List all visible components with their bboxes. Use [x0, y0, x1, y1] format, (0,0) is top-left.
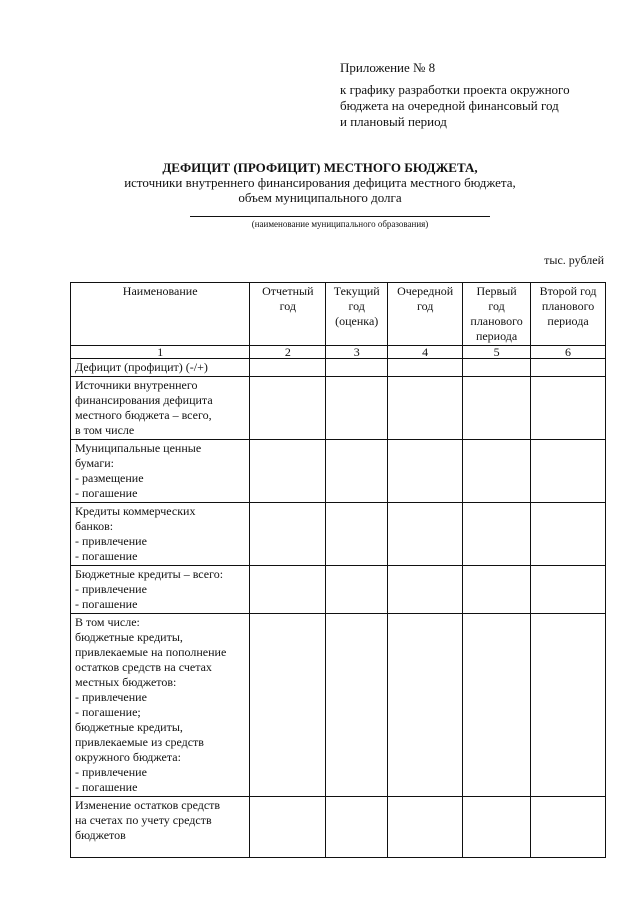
value-cell [388, 440, 463, 503]
value-cell [531, 797, 606, 858]
value-cell [250, 797, 326, 858]
header-cell: Отчетный год [250, 283, 326, 346]
column-number: 5 [463, 346, 531, 359]
value-cell [326, 566, 388, 614]
value-cell [250, 359, 326, 377]
value-cell [463, 566, 531, 614]
value-cell [463, 614, 531, 797]
value-cell [531, 503, 606, 566]
value-cell [388, 503, 463, 566]
table-row [71, 377, 606, 440]
title-sub: источники внутреннего финансирования дефицита местного бюджета, [124, 175, 516, 190]
value-cell [250, 377, 326, 440]
value-cell [531, 377, 606, 440]
header-row [71, 283, 606, 346]
header-cell: Первый год планового периода [463, 283, 531, 346]
value-cell [531, 440, 606, 503]
value-cell [250, 566, 326, 614]
row-name: Изменение остатков средств на счетах по учету средств бюджетов [71, 797, 250, 858]
value-cell [463, 503, 531, 566]
appendix-line: и плановый период [340, 114, 447, 129]
value-cell [250, 614, 326, 797]
value-cell [326, 377, 388, 440]
value-cell [388, 614, 463, 797]
table-row [71, 566, 606, 614]
table-row [71, 614, 606, 797]
title-main: ДЕФИЦИТ (ПРОФИЦИТ) МЕСТНОГО БЮДЖЕТА, [162, 160, 478, 175]
value-cell [388, 359, 463, 377]
value-cell [250, 503, 326, 566]
value-cell [463, 377, 531, 440]
row-name: В том числе: бюджетные кредиты, привлекаемые на пополнение остатков средств на счетах местных бюджетов: - привлечение - погашение; бюджетные кредиты, привлекаемые из средств окружного бюджета: - привлечение - погашение [71, 614, 250, 797]
value-cell [326, 503, 388, 566]
header-cell: Второй год планового периода [531, 283, 606, 346]
value-cell [463, 440, 531, 503]
value-cell [531, 359, 606, 377]
value-cell [326, 614, 388, 797]
table-row [71, 440, 606, 503]
value-cell [326, 797, 388, 858]
header-cell: Текущий год (оценка) [326, 283, 388, 346]
row-name: Кредиты коммерческих банков: - привлечение - погашение [71, 503, 250, 566]
row-name: Источники внутреннего финансирования дефицита местного бюджета – всего, в том числе [71, 377, 250, 440]
value-cell [326, 359, 388, 377]
column-number: 3 [326, 346, 388, 359]
value-cell [531, 614, 606, 797]
title-sub: объем муниципального долга [238, 190, 402, 205]
document-title [0, 160, 640, 205]
value-cell [463, 359, 531, 377]
value-cell [531, 566, 606, 614]
value-cell [388, 377, 463, 440]
row-name: Бюджетные кредиты – всего: - привлечение - погашение [71, 566, 250, 614]
row-name: Дефицит (профицит) (-/+) [71, 359, 250, 377]
appendix-number: Приложение № 8 [340, 60, 436, 75]
table-row [71, 359, 606, 377]
header-cell: Очередной год [388, 283, 463, 346]
budget-table [70, 282, 606, 858]
table-row [71, 503, 606, 566]
header-cell: Наименование [71, 283, 250, 346]
appendix-block [340, 60, 570, 130]
column-number: 1 [71, 346, 250, 359]
value-cell [250, 440, 326, 503]
table-row [71, 797, 606, 858]
value-cell [326, 440, 388, 503]
value-cell [388, 566, 463, 614]
municipality-label: (наименование муниципального образования) [190, 216, 490, 229]
appendix-line: бюджета на очередной финансовый год [340, 98, 559, 113]
row-name: Муниципальные ценные бумаги: - размещение - погашение [71, 440, 250, 503]
column-number-row [71, 346, 606, 359]
appendix-line: к графику разработки проекта окружного [340, 82, 570, 97]
column-number: 4 [388, 346, 463, 359]
column-number: 2 [250, 346, 326, 359]
value-cell [388, 797, 463, 858]
value-cell [463, 797, 531, 858]
column-number: 6 [531, 346, 606, 359]
units-label: тыс. рублей [544, 253, 604, 267]
